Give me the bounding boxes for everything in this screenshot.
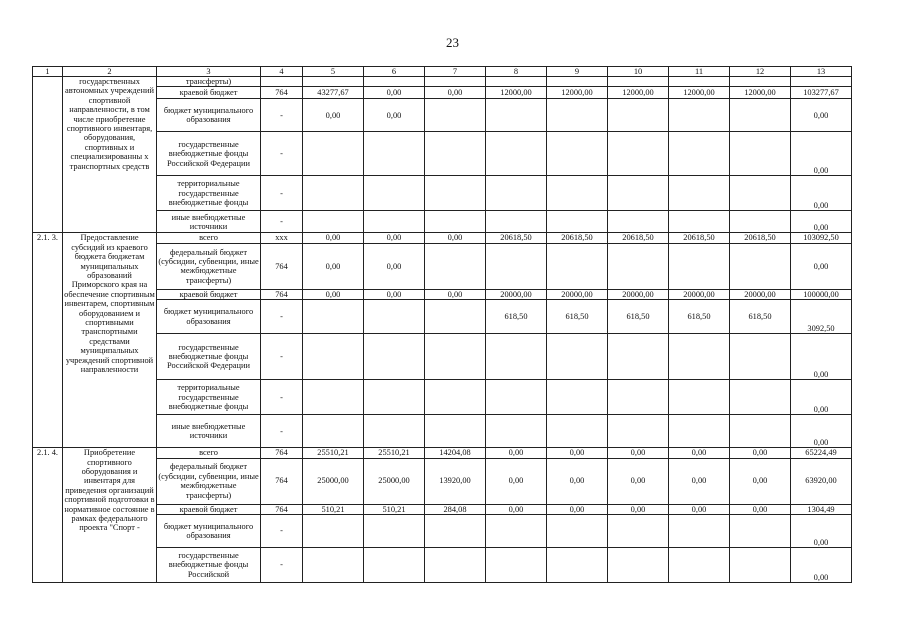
year-value-cell xyxy=(303,548,364,583)
year-value-cell: 0,00 xyxy=(425,233,486,243)
code-cell: - xyxy=(261,132,303,176)
year-value-cell xyxy=(730,176,791,211)
funding-source-cell: территориальные государственные внебюджетные фонды xyxy=(157,380,261,415)
year-value-cell: 0,00 xyxy=(669,448,730,458)
funding-source-cell: всего xyxy=(157,233,261,243)
year-value-cell: 0,00 xyxy=(486,458,547,504)
year-value-cell xyxy=(669,77,730,87)
code-cell: 764 xyxy=(261,458,303,504)
measure-name-cell: государственных автономных учреждений спортивной направленности, в том числе приобретение спортивного инвентаря, оборудования, спортивных и специализированны х транспортных средств xyxy=(63,77,157,233)
year-value-cell xyxy=(364,132,425,176)
year-value-cell xyxy=(303,415,364,448)
funding-source-cell: бюджет муниципального образования xyxy=(157,515,261,548)
year-value-cell xyxy=(669,415,730,448)
year-value-cell xyxy=(303,334,364,380)
year-value-cell xyxy=(608,211,669,233)
year-value-cell xyxy=(303,211,364,233)
year-value-cell: 0,00 xyxy=(364,87,425,99)
year-value-cell xyxy=(486,132,547,176)
year-value-cell xyxy=(425,132,486,176)
year-value-cell xyxy=(364,334,425,380)
funding-source-cell: краевой бюджет xyxy=(157,87,261,99)
year-value-cell xyxy=(425,176,486,211)
year-value-cell: 20618,50 xyxy=(730,233,791,243)
year-value-cell xyxy=(608,515,669,548)
year-value-cell: 20000,00 xyxy=(669,289,730,299)
year-value-cell xyxy=(730,99,791,132)
year-value-cell: 25000,00 xyxy=(303,458,364,504)
year-value-cell xyxy=(486,334,547,380)
year-value-cell: 618,50 xyxy=(669,300,730,334)
year-value-cell: 0,00 xyxy=(486,448,547,458)
year-value-cell xyxy=(486,415,547,448)
year-value-cell: 25510,21 xyxy=(303,448,364,458)
code-cell: - xyxy=(261,176,303,211)
year-value-cell xyxy=(547,132,608,176)
year-value-cell xyxy=(608,176,669,211)
year-value-cell xyxy=(425,211,486,233)
code-cell: 764 xyxy=(261,504,303,514)
year-value-cell: 0,00 xyxy=(425,87,486,99)
year-value-cell xyxy=(608,415,669,448)
total-cell xyxy=(791,77,852,87)
header-cell: 12 xyxy=(730,67,791,77)
total-cell: 0,00 xyxy=(791,243,852,289)
year-value-cell: 12000,00 xyxy=(547,87,608,99)
year-value-cell: 0,00 xyxy=(425,289,486,299)
year-value-cell xyxy=(364,211,425,233)
year-value-cell: 0,00 xyxy=(547,504,608,514)
year-value-cell xyxy=(547,380,608,415)
year-value-cell xyxy=(364,415,425,448)
year-value-cell xyxy=(486,548,547,583)
year-value-cell xyxy=(547,334,608,380)
year-value-cell xyxy=(303,132,364,176)
year-value-cell xyxy=(669,132,730,176)
year-value-cell: 0,00 xyxy=(608,504,669,514)
year-value-cell xyxy=(669,548,730,583)
year-value-cell xyxy=(669,380,730,415)
budget-table xyxy=(32,66,852,583)
year-value-cell: 0,00 xyxy=(303,233,364,243)
year-value-cell: 0,00 xyxy=(608,458,669,504)
year-value-cell xyxy=(425,300,486,334)
year-value-cell: 284,08 xyxy=(425,504,486,514)
total-cell: 0,00 xyxy=(791,415,852,448)
year-value-cell xyxy=(547,176,608,211)
year-value-cell: 0,00 xyxy=(608,448,669,458)
year-value-cell xyxy=(303,77,364,87)
year-value-cell xyxy=(669,334,730,380)
year-value-cell: 13920,00 xyxy=(425,458,486,504)
year-value-cell xyxy=(425,415,486,448)
year-value-cell xyxy=(364,548,425,583)
year-value-cell: 20618,50 xyxy=(547,233,608,243)
year-value-cell xyxy=(425,99,486,132)
year-value-cell xyxy=(425,548,486,583)
header-cell: 4 xyxy=(261,67,303,77)
year-value-cell xyxy=(303,380,364,415)
year-value-cell xyxy=(364,300,425,334)
year-value-cell: 0,00 xyxy=(730,504,791,514)
year-value-cell: 0,00 xyxy=(730,458,791,504)
table-row xyxy=(33,233,852,243)
year-value-cell xyxy=(547,243,608,289)
year-value-cell xyxy=(608,548,669,583)
funding-source-cell: бюджет муниципального образования xyxy=(157,300,261,334)
code-cell: 764 xyxy=(261,289,303,299)
year-value-cell: 12000,00 xyxy=(669,87,730,99)
year-value-cell xyxy=(547,515,608,548)
code-cell: - xyxy=(261,380,303,415)
code-cell: - xyxy=(261,334,303,380)
funding-source-cell: территориальные государственные внебюджетные фонды xyxy=(157,176,261,211)
code-cell: 764 xyxy=(261,243,303,289)
year-value-cell: 0,00 xyxy=(364,233,425,243)
year-value-cell xyxy=(669,243,730,289)
funding-source-cell: государственные внебюджетные фонды Российской Федерации xyxy=(157,334,261,380)
year-value-cell xyxy=(547,77,608,87)
year-value-cell: 0,00 xyxy=(364,99,425,132)
code-cell: 764 xyxy=(261,448,303,458)
total-cell: 65224,49 xyxy=(791,448,852,458)
total-cell: 0,00 xyxy=(791,211,852,233)
year-value-cell xyxy=(608,77,669,87)
year-value-cell xyxy=(730,243,791,289)
year-value-cell xyxy=(730,334,791,380)
year-value-cell xyxy=(608,99,669,132)
year-value-cell xyxy=(364,77,425,87)
year-value-cell: 618,50 xyxy=(547,300,608,334)
total-cell: 0,00 xyxy=(791,515,852,548)
code-cell: - xyxy=(261,211,303,233)
code-cell: - xyxy=(261,415,303,448)
year-value-cell: 0,00 xyxy=(547,448,608,458)
year-value-cell: 25510,21 xyxy=(364,448,425,458)
total-cell: 63920,00 xyxy=(791,458,852,504)
total-cell: 0,00 xyxy=(791,99,852,132)
total-cell: 3092,50 xyxy=(791,300,852,334)
year-value-cell xyxy=(608,132,669,176)
year-value-cell: 0,00 xyxy=(486,504,547,514)
year-value-cell: 12000,00 xyxy=(608,87,669,99)
year-value-cell: 0,00 xyxy=(364,289,425,299)
year-value-cell xyxy=(486,243,547,289)
code-cell: - xyxy=(261,99,303,132)
year-value-cell xyxy=(730,515,791,548)
total-cell: 103277,67 xyxy=(791,87,852,99)
year-value-cell xyxy=(425,380,486,415)
year-value-cell: 20000,00 xyxy=(547,289,608,299)
year-value-cell: 510,21 xyxy=(364,504,425,514)
funding-source-cell: федеральный бюджет (субсидии, субвенции, иные межбюджетные трансферты) xyxy=(157,458,261,504)
year-value-cell: 618,50 xyxy=(730,300,791,334)
row-number-cell xyxy=(33,77,63,233)
year-value-cell xyxy=(364,380,425,415)
year-value-cell: 0,00 xyxy=(364,243,425,289)
year-value-cell xyxy=(364,515,425,548)
funding-source-cell: федеральный бюджет (субсидии, субвенции, иные межбюджетные трансферты) xyxy=(157,243,261,289)
header-cell: 2 xyxy=(63,67,157,77)
year-value-cell xyxy=(364,176,425,211)
year-value-cell: 0,00 xyxy=(303,99,364,132)
total-cell: 0,00 xyxy=(791,334,852,380)
header-row xyxy=(33,67,852,77)
year-value-cell xyxy=(669,515,730,548)
page-number: 23 xyxy=(446,35,459,50)
measure-name-cell: Приобретение спортивного оборудования и инвентаря для приведения организаций спортивной подготовки в нормативное состояние в рамках федерального проекта "Спорт - xyxy=(63,448,157,583)
year-value-cell xyxy=(486,515,547,548)
code-cell: - xyxy=(261,300,303,334)
funding-source-cell: трансферты) xyxy=(157,77,261,87)
year-value-cell xyxy=(486,99,547,132)
year-value-cell xyxy=(425,334,486,380)
year-value-cell: 0,00 xyxy=(730,448,791,458)
year-value-cell: 20000,00 xyxy=(486,289,547,299)
funding-source-cell: бюджет муниципального образования xyxy=(157,99,261,132)
year-value-cell: 14204,08 xyxy=(425,448,486,458)
header-cell: 3 xyxy=(157,67,261,77)
header-cell: 1 xyxy=(33,67,63,77)
year-value-cell: 0,00 xyxy=(303,289,364,299)
year-value-cell xyxy=(547,415,608,448)
year-value-cell xyxy=(486,380,547,415)
funding-source-cell: государственные внебюджетные фонды Российской Федерации xyxy=(157,132,261,176)
year-value-cell xyxy=(547,211,608,233)
year-value-cell xyxy=(486,211,547,233)
funding-source-cell: всего xyxy=(157,448,261,458)
year-value-cell: 510,21 xyxy=(303,504,364,514)
year-value-cell xyxy=(303,176,364,211)
year-value-cell xyxy=(608,243,669,289)
year-value-cell: 0,00 xyxy=(303,243,364,289)
total-cell: 0,00 xyxy=(791,176,852,211)
total-cell: 103092,50 xyxy=(791,233,852,243)
code-cell xyxy=(261,77,303,87)
table-body xyxy=(33,67,852,583)
year-value-cell xyxy=(486,77,547,87)
header-cell: 9 xyxy=(547,67,608,77)
table-row xyxy=(33,77,852,87)
year-value-cell: 0,00 xyxy=(669,458,730,504)
year-value-cell xyxy=(425,515,486,548)
header-cell: 6 xyxy=(364,67,425,77)
header-cell: 7 xyxy=(425,67,486,77)
year-value-cell xyxy=(547,99,608,132)
total-cell: 100000,00 xyxy=(791,289,852,299)
header-cell: 8 xyxy=(486,67,547,77)
year-value-cell xyxy=(730,77,791,87)
year-value-cell xyxy=(425,243,486,289)
funding-source-cell: краевой бюджет xyxy=(157,289,261,299)
code-cell: - xyxy=(261,548,303,583)
code-cell: 764 xyxy=(261,87,303,99)
year-value-cell: 618,50 xyxy=(608,300,669,334)
year-value-cell xyxy=(547,548,608,583)
year-value-cell: 12000,00 xyxy=(486,87,547,99)
year-value-cell xyxy=(669,99,730,132)
year-value-cell: 20000,00 xyxy=(730,289,791,299)
measure-name-cell: Предоставление субсидий из краевого бюджета бюджетам муниципальных образований Приморского края на обеспечение спортивным инвентарем, спортивным оборудованием и спортивными транспортными средствами муниципальных учреждений спортивной направленности xyxy=(63,233,157,448)
year-value-cell xyxy=(608,334,669,380)
funding-source-cell: государственные внебюджетные фонды Российской xyxy=(157,548,261,583)
header-cell: 13 xyxy=(791,67,852,77)
year-value-cell: 0,00 xyxy=(547,458,608,504)
year-value-cell xyxy=(425,77,486,87)
header-cell: 10 xyxy=(608,67,669,77)
year-value-cell xyxy=(669,211,730,233)
year-value-cell: 43277,67 xyxy=(303,87,364,99)
code-cell: - xyxy=(261,515,303,548)
funding-source-cell: иные внебюджетные источники xyxy=(157,415,261,448)
header-cell: 11 xyxy=(669,67,730,77)
year-value-cell: 12000,00 xyxy=(730,87,791,99)
year-value-cell xyxy=(486,176,547,211)
year-value-cell xyxy=(730,132,791,176)
funding-source-cell: иные внебюджетные источники xyxy=(157,211,261,233)
year-value-cell xyxy=(669,176,730,211)
row-number-cell: 2.1. 3. xyxy=(33,233,63,448)
funding-source-cell: краевой бюджет xyxy=(157,504,261,514)
year-value-cell xyxy=(303,515,364,548)
year-value-cell: 20000,00 xyxy=(608,289,669,299)
year-value-cell: 0,00 xyxy=(669,504,730,514)
year-value-cell: 25000,00 xyxy=(364,458,425,504)
year-value-cell: 20618,50 xyxy=(486,233,547,243)
row-number-cell: 2.1. 4. xyxy=(33,448,63,583)
header-cell: 5 xyxy=(303,67,364,77)
code-cell: xxx xyxy=(261,233,303,243)
year-value-cell: 20618,50 xyxy=(669,233,730,243)
year-value-cell xyxy=(730,548,791,583)
year-value-cell xyxy=(730,415,791,448)
total-cell: 0,00 xyxy=(791,132,852,176)
total-cell: 0,00 xyxy=(791,548,852,583)
total-cell: 1304,49 xyxy=(791,504,852,514)
year-value-cell xyxy=(730,211,791,233)
total-cell: 0,00 xyxy=(791,380,852,415)
year-value-cell xyxy=(303,300,364,334)
year-value-cell: 618,50 xyxy=(486,300,547,334)
year-value-cell xyxy=(730,380,791,415)
table-row xyxy=(33,448,852,458)
year-value-cell: 20618,50 xyxy=(608,233,669,243)
year-value-cell xyxy=(608,380,669,415)
